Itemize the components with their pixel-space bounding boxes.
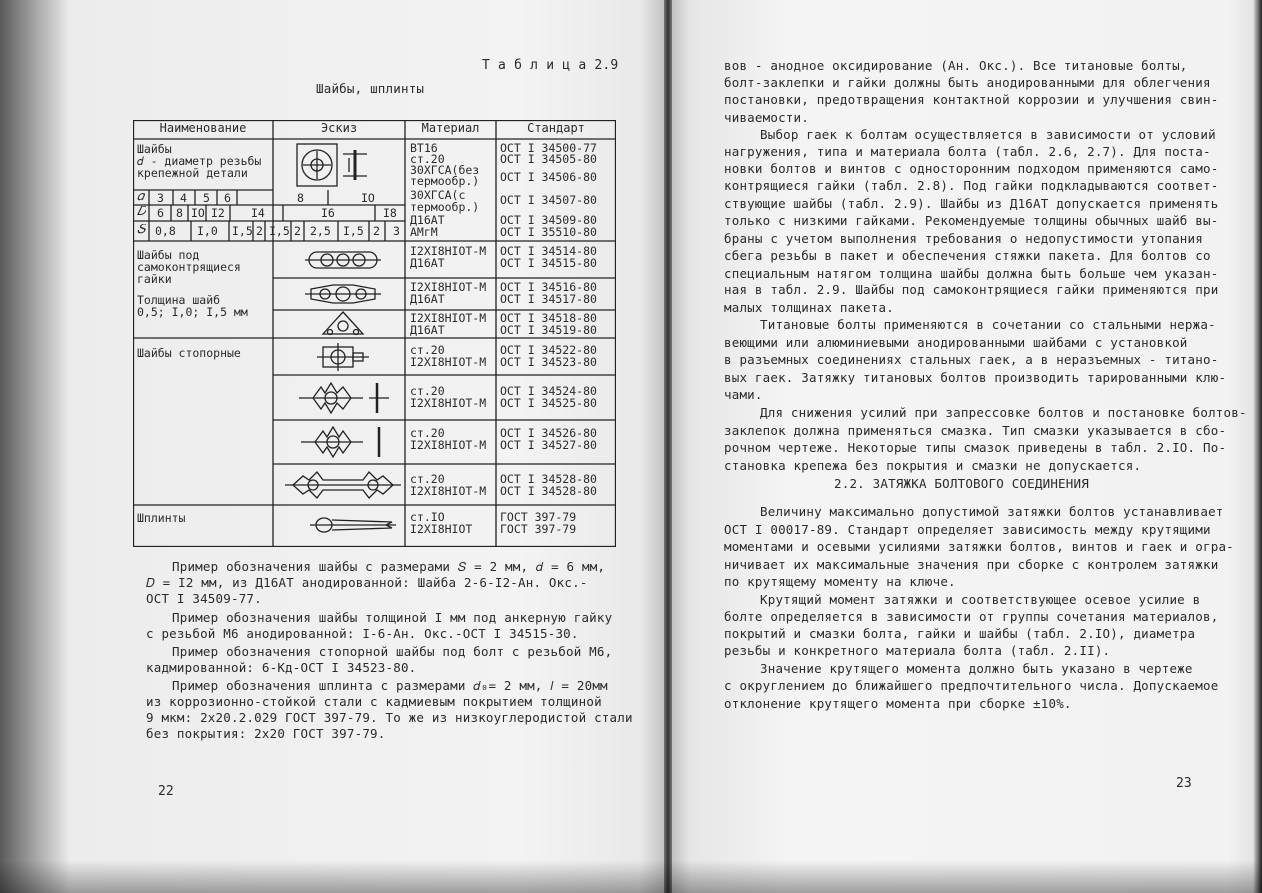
note-line: с резьбой М6 анодированной: I-6-Ан. Окс.-ОСТ I 34515-30. — [146, 626, 579, 641]
d-value: 5 — [203, 193, 210, 205]
S-value: I,0 — [197, 226, 218, 238]
standard-cell: ОСТ I 34500-77 — [500, 143, 597, 155]
S-value: 2,5 — [310, 226, 331, 238]
page-number-right: 23 — [1176, 776, 1192, 791]
S-value: I,5 — [343, 226, 364, 238]
body-text-line: чами. — [724, 386, 763, 402]
S-value: I,5 — [269, 226, 290, 238]
S-value: 0,8 — [155, 226, 176, 238]
note-line: без покрытия: 2х20 ГОСТ 397-79. — [146, 726, 386, 741]
body-text-line: Величину максимально допустимой затяжки болтов устанавливает — [760, 504, 1224, 520]
standard-cell: ОСТ I 35510-80 — [500, 227, 597, 239]
lock-washer-sketch — [313, 341, 373, 373]
body-text-line: ОСТ I 00017-89. Стандарт определяет зависимость между крутящими — [724, 522, 1211, 538]
d-value: 4 — [180, 193, 187, 205]
body-text-line: отклонение крутящего момента при сборке ±10%. — [724, 695, 1072, 711]
group3-name: Шайбы стопорные — [137, 348, 241, 360]
standard-cell: ОСТ I 34506-80 — [500, 172, 597, 184]
body-text-line: постановки, предотвращения контактной коррозии и улучшения свин- — [724, 91, 1219, 107]
standard-cell: ОСТ I 34519-80 — [500, 325, 597, 337]
body-text-line: рочном чертеже. Некоторые типы смазок приведены в табл. 2.IO. По- — [724, 439, 1227, 455]
material-cell: ст.20 — [410, 428, 445, 440]
standard-cell: ОСТ I 34516-80 — [500, 282, 597, 294]
d-value: 3 — [157, 193, 164, 205]
table-title: Шайбы, шплинты — [316, 81, 425, 96]
body-text-line: Титановые болты применяются в сочетании со стальными нержа- — [760, 317, 1216, 333]
standard-cell: ОСТ I 34514-80 — [500, 246, 597, 258]
note-line: Пример обозначения стопорной шайбы под болт с резьбой М6, — [172, 644, 613, 659]
standard-cell: ОСТ I 34509-80 — [500, 215, 597, 227]
D-value: 8 — [176, 208, 183, 220]
material-cell: 30ХГСА(с — [410, 190, 466, 202]
body-text-line: вов - анодное оксидирование (Ан. Окс.). Все титановые болты, — [724, 58, 1188, 73]
group2-name-line: самоконтрящиеся — [137, 262, 241, 274]
body-text-line: малых толщинах пакета. — [724, 300, 894, 316]
group2-name-line: Шайбы под — [137, 250, 200, 262]
standard-cell: ОСТ I 34517-80 — [500, 294, 597, 306]
note-line: ОСТ I 34509-77. — [146, 591, 262, 606]
body-text-line: с округлением до ближайшего предпочтительного числа. Допускаемое — [724, 678, 1219, 693]
S-value: 2 — [294, 226, 301, 238]
body-text-line: Для снижения усилий при запрессовке болтов и постановке болтов- — [760, 405, 1247, 421]
material-cell: I2XI8HIOT-M — [410, 282, 487, 294]
D-value: IO — [191, 208, 205, 220]
note-line: кадмированной: 6-Кд-ОСТ I 34523-80. — [146, 660, 417, 675]
material-cell: ст.20 — [410, 345, 445, 357]
body-text-line: болт-заклепки и гайки должны быть анодированными для облегчения — [724, 74, 1211, 90]
body-text-line: специальным натягом толщина шайбы должна быть больше чем указан- — [724, 265, 1219, 281]
body-text-line: в разъемных соединениях стальных гаек, а в неразъемных - титано- — [724, 351, 1219, 367]
material-cell: 30ХГСА(без — [410, 165, 480, 177]
header-name: Наименование — [159, 123, 247, 135]
note-line: Пример обозначения шайбы толщиной I мм под анкерную гайку — [172, 610, 613, 625]
standard-cell: ОСТ I 34524-80 — [500, 386, 597, 398]
body-text-line: Крутящий момент затяжки и соответствующее осевое усилие в — [760, 591, 1201, 607]
standard-cell: ОСТ I 34528-80 — [500, 486, 597, 498]
S-value: 3 — [393, 226, 400, 238]
body-text-line: сбега резьбы в пакет и обеспечения стяжки пакета. Для болтов со — [724, 247, 1211, 263]
body-text-line: ная в табл. 2.9. Шайбы под самоконтрящиеся гайки применяются при — [724, 282, 1219, 298]
group1-name-line: Шайбы — [137, 144, 172, 156]
d-value: 6 — [224, 193, 231, 205]
body-text-line: ничивает их максимальные значения при сборке с контролем затяжки — [724, 556, 1219, 572]
body-text-line: заклепок должна применяться смазка. Тип смазки указывается в сбо- — [724, 423, 1227, 439]
plain-washer-sketch — [293, 142, 373, 188]
material-cell: ст.20 — [410, 386, 445, 398]
body-text-line: ствующие шайбы (табл. 2.9). Шайбы из Д16АТ допускается применять — [724, 196, 1219, 212]
body-text-line: нагружения, типа и материала болта (табл. 2.6, 2.7). Для поста- — [724, 143, 1211, 159]
header-standard: Стандарт — [527, 123, 585, 135]
material-cell: ст.IO — [410, 512, 445, 524]
standard-cell: ОСТ I 34522-80 — [500, 345, 597, 357]
book-gutter — [664, 0, 672, 893]
body-text-line: контрящиеся гайки (табл. 2.8). Под гайки подкладываются соответ- — [724, 178, 1219, 194]
D-value: I6 — [321, 208, 335, 220]
material-cell: термообр.) — [410, 202, 480, 214]
header-sketch: Эскиз — [320, 123, 358, 135]
material-cell: ВТ16 — [410, 143, 438, 155]
note-line: Пример обозначения шплинта с размерами 𝑑₀= 2 мм, 𝑙 = 20мм — [172, 678, 608, 693]
D-value: I2 — [211, 208, 225, 220]
group1-name-line: 𝑑 - диаметр резьбы — [137, 156, 262, 168]
standard-cell: ОСТ I 34507-80 — [500, 195, 597, 207]
note-line: Пример обозначения шайбы с размерами 𝑆 = 2 мм, 𝑑 = 6 мм, — [172, 559, 606, 574]
material-cell: Д16АТ — [410, 258, 445, 270]
body-text-line: чиваемости. — [724, 109, 809, 125]
body-text-line: только с низкими гайками. Рекомендуемые толщины обычных шайб вы- — [724, 213, 1219, 228]
anchor-washer-sketch — [303, 281, 383, 307]
D-value: I8 — [383, 208, 397, 220]
group1-name-line: крепежной детали — [137, 168, 248, 180]
standard-cell: ОСТ I 34527-80 — [500, 440, 597, 452]
group4-name: Шплинты — [137, 513, 186, 525]
S-value: 2 — [256, 226, 263, 238]
body-text-line: браны с учетом выполнения требования о недопустимости утопания — [724, 230, 1203, 246]
material-cell: ст.20 — [410, 154, 445, 166]
standard-cell: ГОСТ 397-79 — [500, 524, 577, 536]
washer-table — [133, 120, 616, 547]
group2-thickness: Толщина шайб — [137, 295, 221, 307]
body-text-line: вых гаек. Затяжку титановых болтов производить тарированными клю- — [724, 369, 1227, 385]
material-cell: термообр.) — [410, 176, 480, 188]
right-page — [668, 0, 1262, 893]
body-text-line: становка крепежа без покрытия и смазки не допускается. — [724, 457, 1142, 473]
standard-cell: ОСТ I 34518-80 — [500, 313, 597, 325]
d-value: 8 — [297, 193, 304, 205]
note-line: из коррозионно-стойкой стали с кадмиевым покрытием толщиной — [146, 694, 602, 709]
note-line: 9 мкм: 2х20.2.029 ГОСТ 397-79. То же из низкоуглеродистой стали — [146, 710, 633, 725]
body-text-line: резьбы и конкретного материала болта (табл. 2.II). — [724, 643, 1111, 659]
lock-washer-sketch — [283, 468, 403, 502]
standard-cell: ОСТ I 34515-80 — [500, 258, 597, 270]
material-cell: I2XI8HIOT — [410, 524, 473, 536]
S-row-label: 𝑆 — [137, 224, 146, 236]
header-material: Материал — [421, 123, 480, 135]
d-value: IO — [361, 193, 375, 205]
group2-thickness: 0,5; I,0; I,5 мм — [137, 307, 248, 319]
body-text-line: по крутящему моменту на ключе. — [724, 573, 956, 589]
page-number-left: 22 — [158, 784, 174, 799]
D-row-label: 𝐷 — [137, 206, 147, 218]
S-value: 2 — [373, 226, 380, 238]
body-text-line: новки болтов и винтов с односторонним подходом применяются само- — [724, 161, 1219, 177]
S-value: I,5 — [232, 226, 253, 238]
standard-cell: ОСТ I 34528-80 — [500, 474, 597, 486]
D-value: 6 — [157, 208, 164, 220]
standard-cell: ОСТ I 34523-80 — [500, 357, 597, 369]
body-text-line: покрытий и смазки болта, гайки и шайбы (табл. 2.IO), диаметра — [724, 626, 1196, 642]
section-heading: 2.2. ЗАТЯЖКА БОЛТОВОГО СОЕДИНЕНИЯ — [834, 475, 1089, 491]
material-cell: I2XI8HIOT-M — [410, 398, 487, 410]
material-cell: Д16АТ — [410, 325, 445, 337]
d-row-label: 𝑑 — [137, 191, 145, 203]
anchor-washer-sketch — [303, 248, 383, 272]
standard-cell: ОСТ I 34505-80 — [500, 154, 597, 166]
standard-cell: ГОСТ 397-79 — [500, 512, 577, 524]
material-cell: I2XI8HIOT-M — [410, 440, 487, 452]
body-text-line: веющими или алюминиевыми анодированными шайбами с установкой — [724, 334, 1188, 350]
note-line: 𝐷 = I2 мм, из Д16АТ анодированной: Шайба 2-6-I2-Ан. Окс.- — [146, 575, 588, 590]
group2-name-line: гайки — [137, 274, 172, 286]
material-cell: АМгМ — [410, 227, 438, 239]
material-cell: Д16АТ — [410, 294, 445, 306]
body-text-line: моментами и осевыми усилиями затяжки болтов, винтов и гаек и огра- — [724, 539, 1234, 555]
lock-washer-sketch — [293, 423, 393, 461]
material-cell: Д16АТ — [410, 215, 445, 227]
material-cell: I2XI8HIOT-M — [410, 357, 487, 369]
material-cell: I2XI8HIOT-M — [410, 313, 487, 325]
cotter-pin-sketch — [308, 513, 398, 537]
anchor-washer-sketch — [318, 310, 368, 338]
D-value: I4 — [251, 208, 265, 220]
body-text-line: Значение крутящего момента должно быть указано в чертеже — [760, 661, 1193, 677]
material-cell: ст.20 — [410, 474, 445, 486]
body-text-line: Выбор гаек к болтам осуществляется в зависимости от условий — [760, 126, 1216, 142]
table-label: Т а б л и ц а 2.9 — [482, 58, 619, 73]
standard-cell: ОСТ I 34526-80 — [500, 428, 597, 440]
material-cell: I2XI8HIOT-M — [410, 486, 487, 498]
lock-washer-sketch — [293, 379, 393, 417]
standard-cell: ОСТ I 34525-80 — [500, 398, 597, 410]
body-text-line: болте определяется в зависимости от группы сочетания материалов, — [724, 608, 1219, 624]
material-cell: I2XI8HIOT-M — [410, 246, 487, 258]
